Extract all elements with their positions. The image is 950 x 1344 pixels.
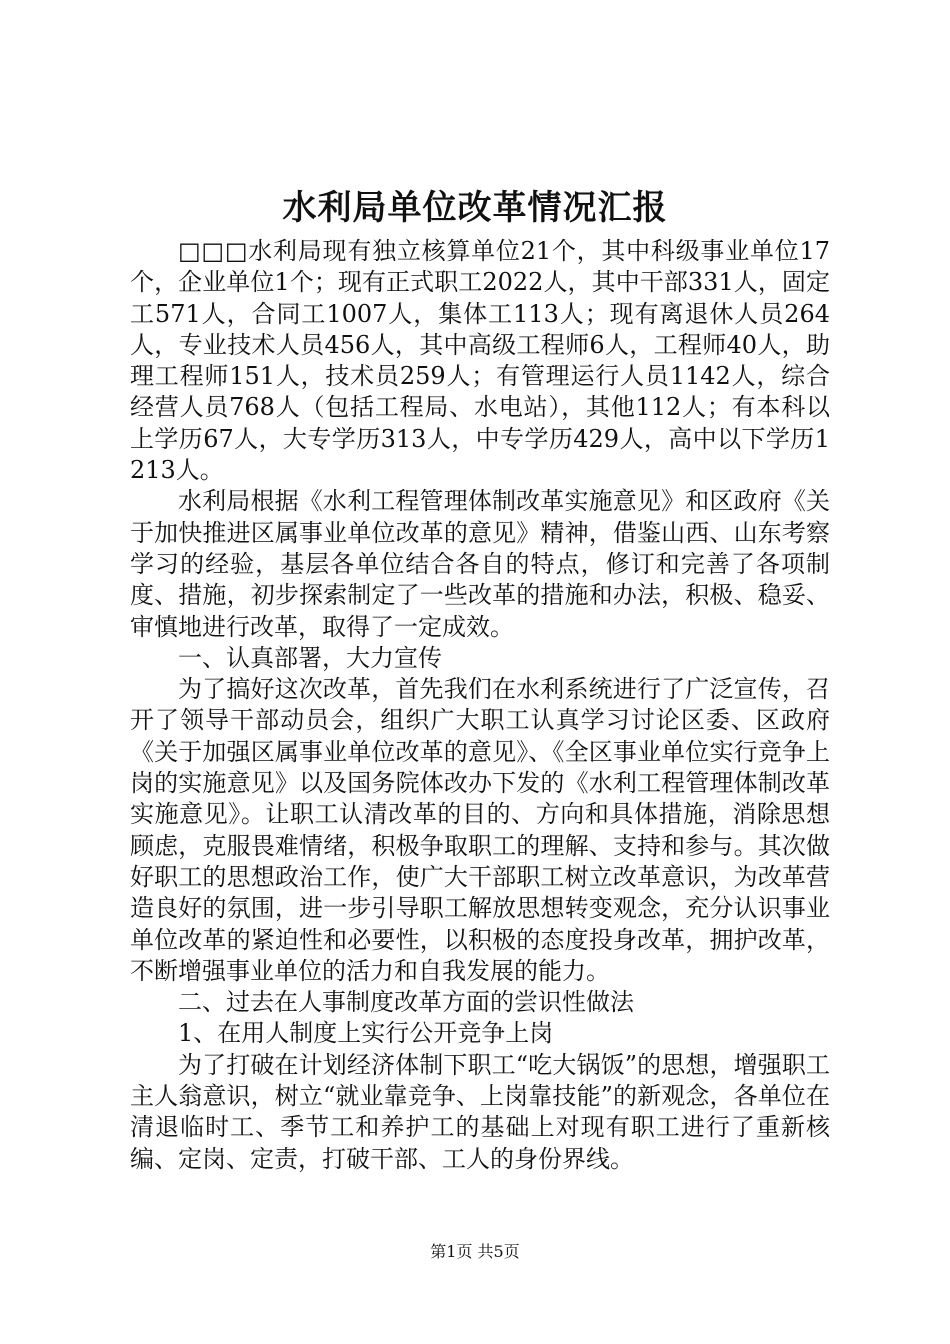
document-body bbox=[130, 236, 830, 1175]
paragraph-competition: 为了打破在计划经济体制下职工“吃大锅饭”的思想，增强职工主人翁意识，树立“就业靠竞争、上岗靠技能”的新观念，各单位在清退临时工、季节工和养护工的基础上对现有职工进行了重新核编、定岗、定责，打破干部、工人的身份界线。 bbox=[130, 1050, 830, 1173]
paragraph-staff-overview: □□□水利局现有独立核算单位21个，其中科级事业单位17个，企业单位1个；现有正式职工2022人，其中干部331人，固定工571人，合同工1007人，集体工113人；现有离退休人员264人，专业技术人员456人，其中高级工程师6人，工程师40人，助理工程师151人，技术员259人；有管理运行人员1142人，综合经营人员768人（包括工程局、水电站），其他112人；有本科以上学历67人，大专学历313人，中专学历429人，高中以下学历1213人。 bbox=[130, 237, 830, 485]
section-heading-1: 一、认真部署，大力宣传 bbox=[178, 643, 442, 672]
section-heading-2: 二、过去在人事制度改革方面的尝识性做法 bbox=[178, 988, 634, 1017]
paragraph-reform-basis: 水利局根据《水利工程管理体制改革实施意见》和区政府《关于加快推进区属事业单位改革的意见》精神，借鉴山西、山东考察学习的经验，基层各单位结合各自的特点，修订和完善了各项制度、措施，初步探索制定了一些改革的措施和办法，积极、稳妥、审慎地进行改革，取得了一定成效。 bbox=[130, 487, 830, 641]
paragraph-publicity: 为了搞好这次改革，首先我们在水利系统进行了广泛宣传，召开了领导干部动员会，组织广大职工认真学习讨论区委、区政府《关于加强区属事业单位改革的意见》、《全区事业单位实行竞争上岗的实施意见》以及国务院体改办下发的《水利工程管理体制改革实施意见》。让职工认清改革的目的、方向和具体措施，消除思想顾虑，克服畏难情绪，积极争取职工的理解、支持和参与。其次做好职工的思想政治工作，使广大干部职工树立改革意识，为改革营造良好的氛围，进一步引导职工解放思想转变观念，充分认识事业单位改革的紧迫性和必要性，以积极的态度投身改革，拥护改革，不断增强事业单位的活力和自我发展的能力。 bbox=[130, 675, 830, 985]
page-number-footer: 第1页 共5页 bbox=[430, 1242, 520, 1261]
document-title: 水利局单位改革情况汇报 bbox=[282, 188, 668, 228]
subsection-heading-1: 1、在用人制度上实行公开竞争上岗 bbox=[178, 1019, 554, 1048]
